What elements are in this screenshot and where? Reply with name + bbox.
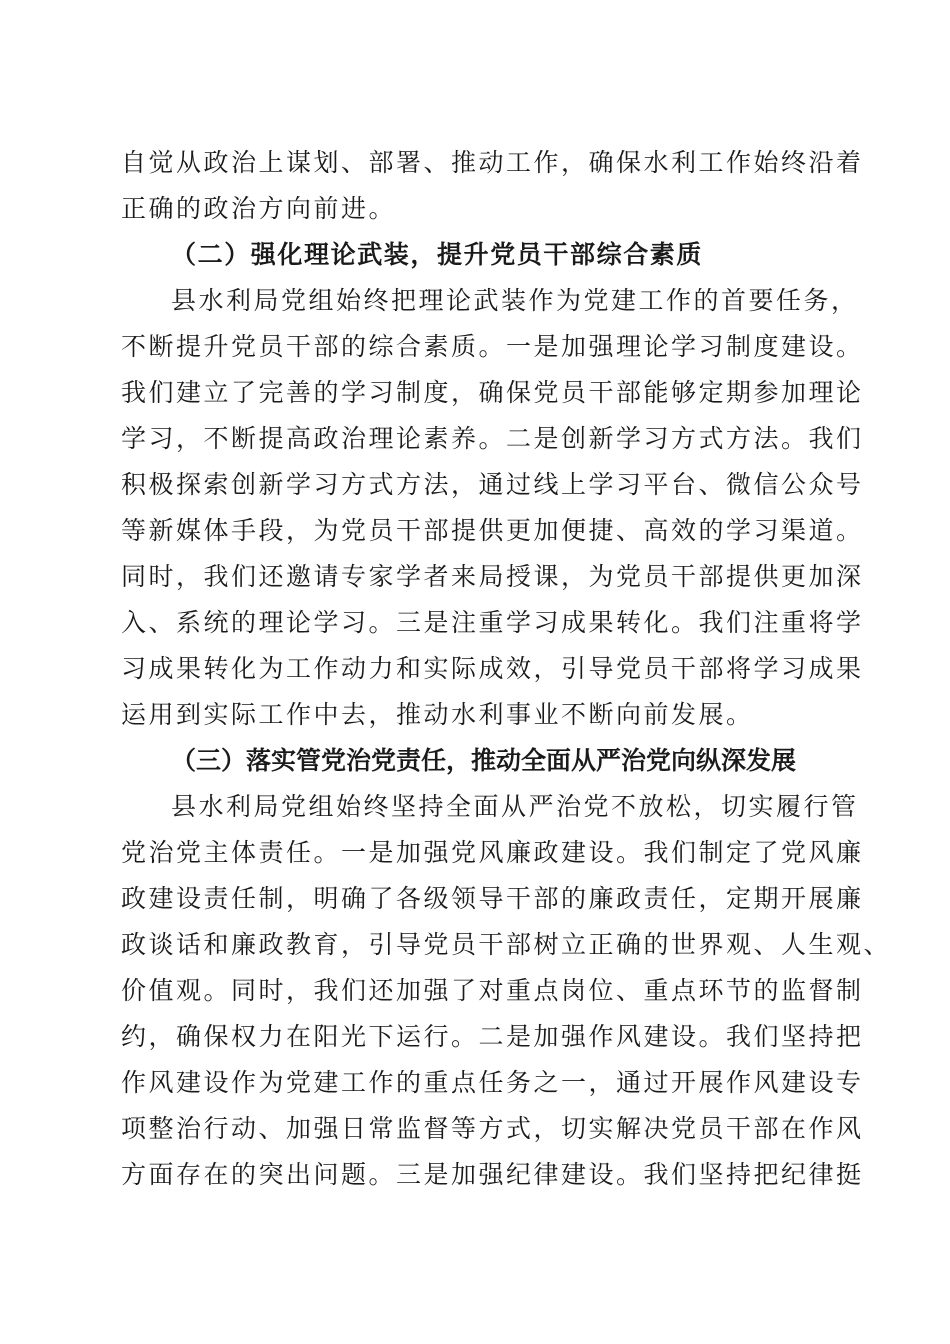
text-line: 价值观。同时，我们还加强了对重点岗位、重点环节的监督制 — [121, 976, 864, 1005]
text-line: 县水利局党组始终坚持全面从严治党不放松，切实履行管 — [171, 792, 859, 821]
text-line: 正确的政治方向前进。 — [121, 194, 397, 223]
text-line: 运用到实际工作中去，推动水利事业不断向前发展。 — [121, 700, 754, 729]
text-line: 县水利局党组始终把理论武装作为党建工作的首要任务， — [171, 286, 859, 315]
text-line: 等新媒体手段，为党员干部提供更加便捷、高效的学习渠道。 — [121, 516, 864, 545]
text-line: 约，确保权力在阳光下运行。二是加强作风建设。我们坚持把 — [121, 1022, 864, 1051]
text-line: 我们建立了完善的学习制度，确保党员干部能够定期参加理论 — [121, 378, 864, 407]
text-line: 自觉从政治上谋划、部署、推动工作，确保水利工作始终沿着 — [121, 148, 864, 177]
text-line: 不断提升党员干部的综合素质。一是加强理论学习制度建设。 — [121, 332, 864, 361]
text-line: 作风建设作为党建工作的重点任务之一，通过开展作风建设专 — [121, 1068, 864, 1097]
text-line: 习成果转化为工作动力和实际成效，引导党员干部将学习成果 — [121, 654, 864, 683]
text-line: 积极探索创新学习方式方法，通过线上学习平台、微信公众号 — [121, 470, 864, 499]
text-line: 党治党主体责任。一是加强党风廉政建设。我们制定了党风廉 — [121, 838, 864, 867]
text-line: 入、系统的理论学习。三是注重学习成果转化。我们注重将学 — [121, 608, 864, 637]
section-heading-2: （二）强化理论武装，提升党员干部综合素质 — [171, 240, 704, 269]
text-line: 项整治行动、加强日常监督等方式，切实解决党员干部在作风 — [121, 1114, 864, 1143]
text-line: 同时，我们还邀请专家学者来局授课，为党员干部提供更加深 — [121, 562, 864, 591]
text-line: 政建设责任制，明确了各级领导干部的廉政责任，定期开展廉 — [121, 884, 864, 913]
text-line: 学习，不断提高政治理论素养。二是创新学习方式方法。我们 — [121, 424, 864, 453]
text-line: 方面存在的突出问题。三是加强纪律建设。我们坚持把纪律挺 — [121, 1160, 864, 1189]
section-heading-3: （三）落实管党治党责任，推动全面从严治党向纵深发展 — [171, 746, 797, 775]
text-line: 政谈话和廉政教育，引导党员干部树立正确的世界观、人生观、 — [121, 930, 892, 959]
